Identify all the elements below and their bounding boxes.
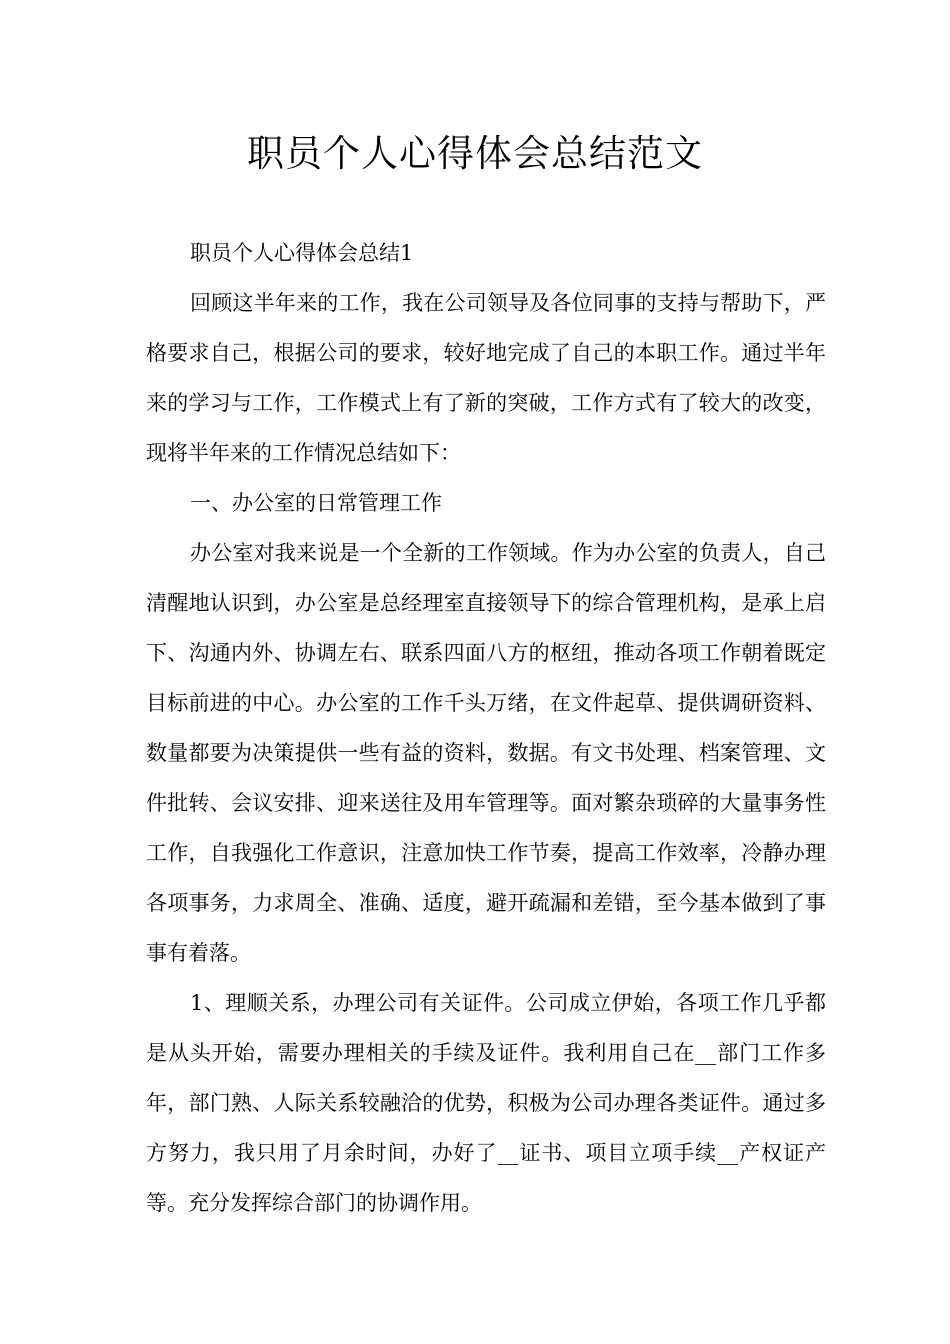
paragraph: 1、理顺关系，办理公司有关证件。公司成立伊始，各项工作几乎都是从头开始，需要办理相关的手续及证件。我利用自己在__部门工作多年，部门熟、人际关系较融洽的优势，积极为公司办理各类证件。通过多方努力，我只用了月余时间，办好了__证书、项目立项手续__产权证产等。充分发挥综合部门的协调作用。 xyxy=(146,991,826,1215)
section-heading: 一、办公室的日常管理工作 xyxy=(190,491,442,515)
paragraph: 回顾这半年来的工作，我在公司领导及各位同事的支持与帮助下，严格要求自己，根据公司的要求，较好地完成了自己的本职工作。通过半年来的学习与工作，工作模式上有了新的突破，工作方式有了较大的改变，现将半年来的工作情况总结如下： xyxy=(146,291,826,465)
paragraph: 办公室对我来说是一个全新的工作领域。作为办公室的负责人，自己清醒地认识到，办公室是总经理室直接领导下的综合管理机构，是承上启下、沟通内外、协调左右、联系四面八方的枢纽，推动各项工作朝着既定目标前进的中心。办公室的工作千头万绪，在文件起草、提供调研资料、数量都要为决策提供一些有益的资料，数据。有文书处理、档案管理、文件批转、会议安排、迎来送往及用车管理等。面对繁杂琐碎的大量事务性工作，自我强化工作意识，注意加快工作节奏，提高工作效率，冷静办理各项事务，力求周全、准确、适度，避开疏漏和差错，至今基本做到了事事有着落。 xyxy=(146,541,826,965)
section-heading: 职员个人心得体会总结1 xyxy=(190,241,414,265)
document-page xyxy=(146,0,826,1344)
document-title: 职员个人心得体会总结范文 xyxy=(247,132,703,175)
document-body xyxy=(146,228,826,1228)
